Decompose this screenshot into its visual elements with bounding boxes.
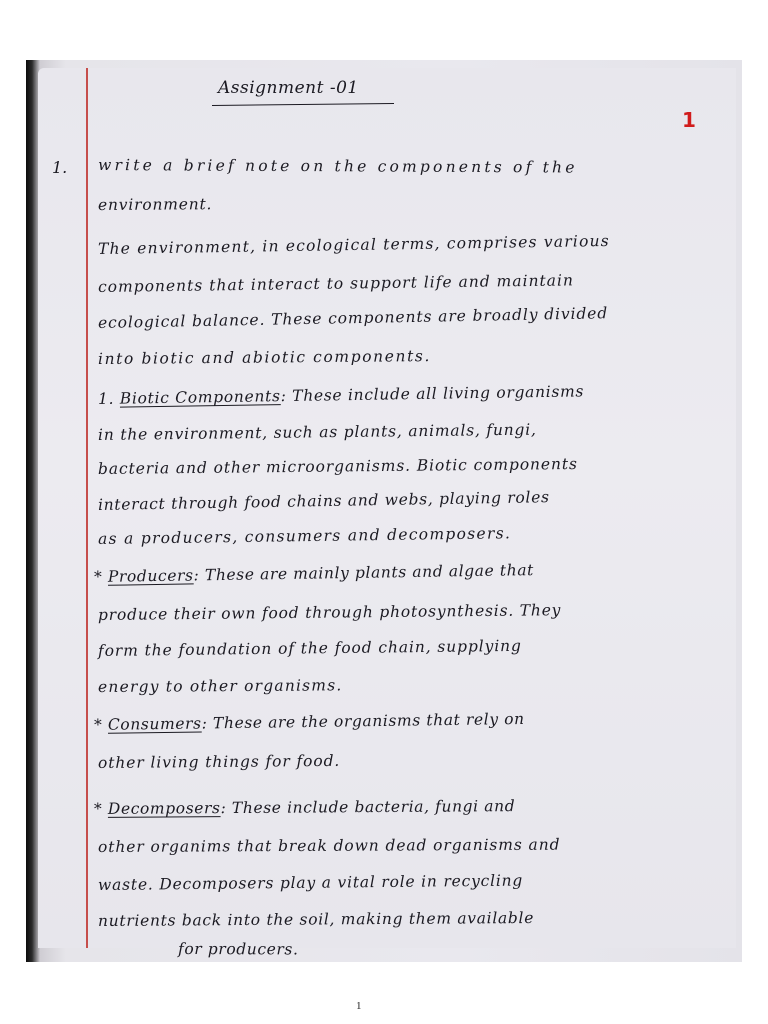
- handwritten-line: [98, 304, 608, 332]
- title-underline: [212, 103, 394, 106]
- section-heading: Decomposers: [107, 799, 221, 818]
- line-text: The environment, in ecological terms, comprises various: [97, 231, 611, 258]
- line-text: : These are mainly plants and algae that: [193, 561, 535, 585]
- handwritten-line: [98, 382, 584, 408]
- line-text: form the foundation of the food chain, supplying: [97, 636, 522, 660]
- handwritten-line: [98, 488, 550, 514]
- handwritten-line: [98, 836, 560, 856]
- handwritten-line: [98, 156, 578, 177]
- handwritten-line: [98, 872, 523, 894]
- line-text: ecological balance. These components are broadly divided: [97, 304, 609, 332]
- handwritten-line: [98, 909, 534, 930]
- handwritten-line: [98, 232, 610, 258]
- handwritten-line: [98, 524, 511, 548]
- handwritten-line: [98, 195, 212, 214]
- section-heading: Producers: [107, 566, 194, 586]
- handwritten-line: [98, 676, 343, 696]
- handwritten-line: [94, 797, 515, 818]
- page-mark: 1: [682, 108, 696, 132]
- line-text: environment.: [97, 195, 213, 214]
- handwritten-content: [38, 68, 736, 959]
- line-text: energy to other organisms.: [97, 676, 343, 696]
- bullet-prefix: *: [93, 799, 108, 818]
- line-text: other living things for food.: [97, 751, 341, 772]
- bullet-prefix: 1.: [97, 389, 120, 408]
- line-text: components that interact to support life and maintain: [97, 271, 575, 296]
- footer-page-number: 1: [356, 1000, 362, 1012]
- section-heading: Consumers: [107, 714, 202, 734]
- line-text: other organims that break down dead organisms and: [97, 835, 561, 856]
- assignment-title: Assignment -01: [218, 78, 359, 98]
- line-text: for producers.: [177, 940, 299, 959]
- line-text: interact through food chains and webs, playing roles: [97, 488, 550, 514]
- notebook-page: [38, 68, 736, 959]
- line-text: nutrients back into the soil, making them available: [97, 908, 535, 930]
- handwritten-line: [98, 271, 574, 296]
- line-text: write a brief note on the components of the: [97, 156, 578, 177]
- line-text: waste. Decomposers play a vital role in recycling: [97, 871, 524, 894]
- bullet-prefix: *: [93, 715, 109, 734]
- handwritten-line: [98, 421, 537, 444]
- line-text: in the environment, such as plants, animals, fungi,: [97, 420, 537, 444]
- line-text: as a producers, consumers and decomposers.: [97, 524, 512, 548]
- handwritten-line: [178, 940, 299, 958]
- line-text: : These are the organisms that rely on: [201, 709, 525, 733]
- bullet-prefix: *: [93, 567, 109, 586]
- line-text: bacteria and other microorganisms. Biotic components: [97, 454, 578, 478]
- line-text: : These include all living organisms: [280, 382, 585, 406]
- handwritten-line: [98, 637, 522, 660]
- handwritten-line: [98, 601, 561, 624]
- handwritten-line: [94, 561, 534, 586]
- section-heading: Biotic Components: [119, 387, 281, 408]
- line-text: into biotic and abiotic components.: [97, 347, 432, 368]
- question-number: 1.: [52, 158, 68, 177]
- scanned-notebook-photo: [26, 60, 742, 962]
- line-text: : These include bacteria, fungi and: [220, 797, 516, 818]
- handwritten-line: [98, 455, 578, 478]
- handwritten-line: [98, 752, 340, 772]
- handwritten-line: [98, 347, 431, 368]
- handwritten-line: [94, 710, 525, 734]
- line-text: produce their own food through photosynthesis. They: [97, 601, 562, 624]
